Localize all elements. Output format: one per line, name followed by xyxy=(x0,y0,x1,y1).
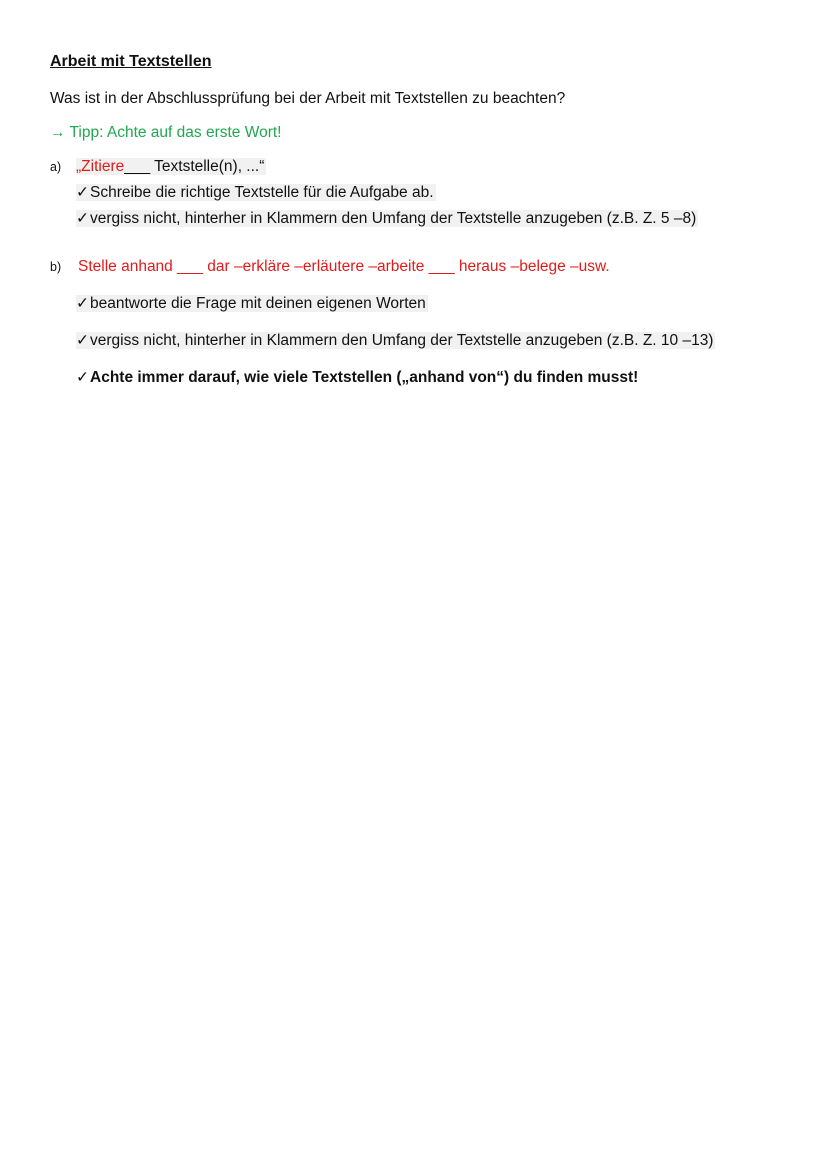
section-b-point-emphasis xyxy=(76,368,638,388)
section-a-keyword: Zitiere xyxy=(81,158,125,175)
checkmark-icon: ✓ xyxy=(76,332,89,349)
section-b-point-text: Achte immer darauf, wie viele Textstellen („anhand von“) du finden musst! xyxy=(90,369,639,386)
checkmark-icon: ✓ xyxy=(76,295,89,312)
section-b-point-highlight xyxy=(76,295,428,312)
checkmark-icon: ✓ xyxy=(76,184,89,201)
section-b-point-text: vergiss nicht, hinterher in Klammern den Umfang der Textstelle anzugeben (z.B. Z. 10 –13) xyxy=(90,332,714,349)
section-b-keywords: Stelle anhand ___ dar –erkläre –erläutere –arbeite ___ heraus –belege –usw. xyxy=(78,258,610,275)
section-b-marker: b) xyxy=(50,260,62,274)
section-a-point-text: Schreibe die richtige Textstelle für die Aufgabe ab. xyxy=(90,184,434,201)
section-a-point xyxy=(76,209,698,229)
section-a-marker: a) xyxy=(50,160,62,174)
page-title: Arbeit mit Textstellen xyxy=(50,53,212,70)
section-a-point xyxy=(76,183,436,203)
section-a-point-highlight xyxy=(76,184,436,201)
section-a-prompt xyxy=(76,157,266,177)
checkmark-icon: ✓ xyxy=(76,369,89,386)
section-b-point-text: beantworte die Frage mit deinen eigenen Worten xyxy=(90,295,426,312)
section-b-point-highlight xyxy=(76,332,715,349)
section-a-point-text: vergiss nicht, hinterher in Klammern den Umfang der Textstelle anzugeben (z.B. Z. 5 –8) xyxy=(90,210,697,227)
section-a-point-highlight xyxy=(76,210,698,227)
section-a-open-quote: „ xyxy=(76,158,82,175)
section-a-prompt-highlight xyxy=(76,158,266,175)
tip-text: → Tipp: Achte auf das erste Wort! xyxy=(50,124,282,141)
section-a-prompt-rest: ___ Textstelle(n), ...“ xyxy=(124,158,265,175)
checkmark-icon: ✓ xyxy=(76,210,89,227)
section-b-point xyxy=(76,331,715,351)
question-text: Was ist in der Abschlussprüfung bei der Arbeit mit Textstellen zu beachten? xyxy=(50,90,566,107)
section-b-point xyxy=(76,294,428,314)
